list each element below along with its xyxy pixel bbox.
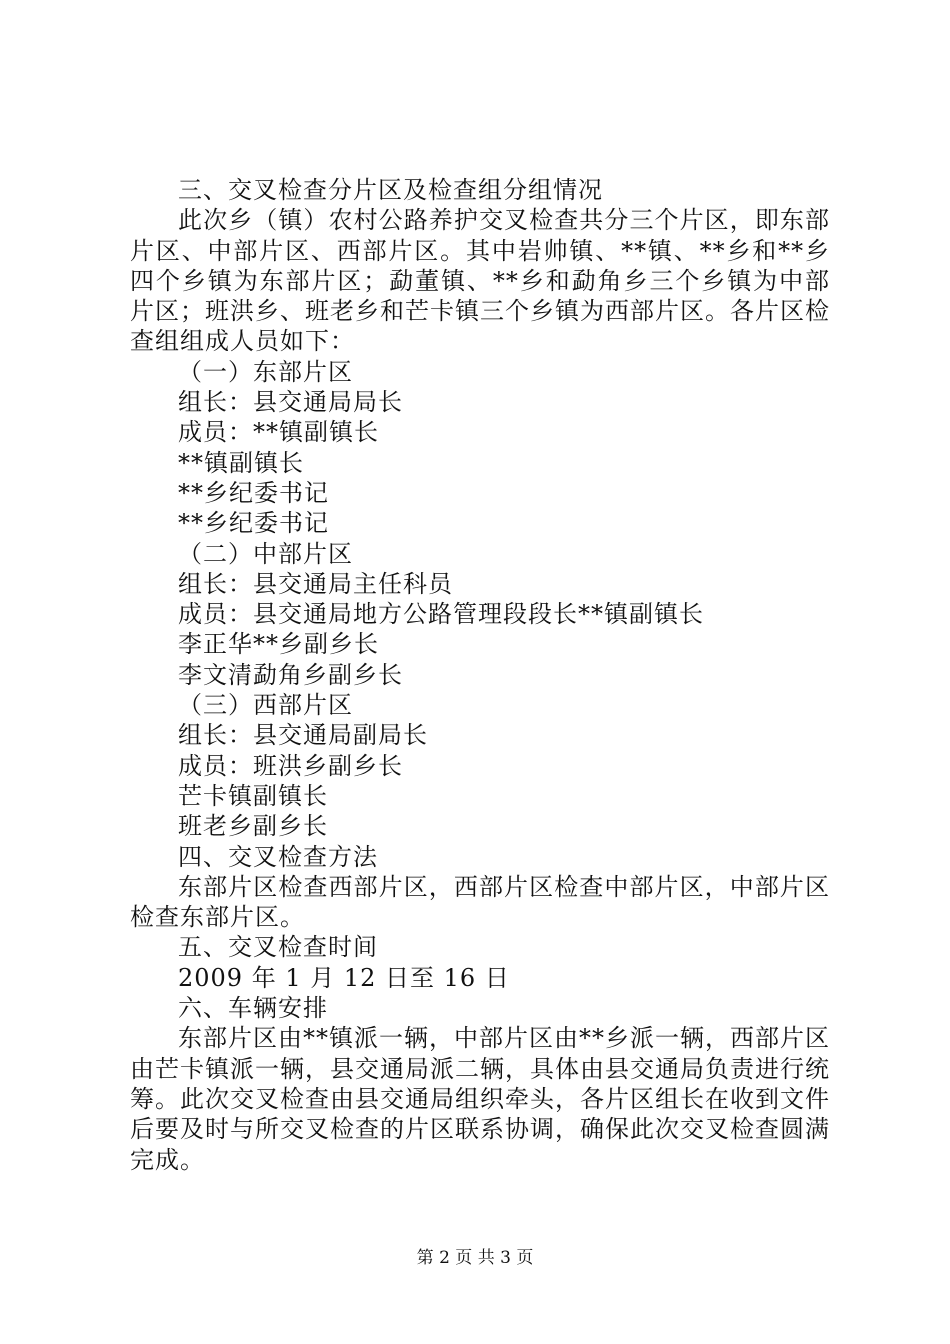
- central-member: 成员：县交通局地方公路管理段段长**镇副镇长: [178, 600, 704, 629]
- east-member: 成员：**镇副镇长: [178, 418, 379, 447]
- central-member: 李正华**乡副乡长: [178, 630, 379, 659]
- subheading-west: （三）西部片区: [178, 691, 353, 720]
- central-leader: 组长：县交通局主任科员: [178, 569, 453, 598]
- section-heading-6: 六、车辆安排: [178, 994, 328, 1023]
- west-member: 成员：班洪乡副乡长: [178, 751, 403, 780]
- document-body: [130, 175, 830, 1175]
- section-heading-5: 五、交叉检查时间: [178, 933, 378, 962]
- inspection-dates: 2009 年 1 月 12 日至 16 日: [178, 963, 510, 992]
- paragraph-districts: 此次乡（镇）农村公路养护交叉检查共分三个片区，即东部片区、中部片区、西部片区。其中岩帅镇、**镇、**乡和**乡四个乡镇为东部片区；勐董镇、**乡和勐角乡三个乡镇为中部片区；班洪乡、班老乡和芒卡镇三个乡镇为西部片区。各片区检查组组成人员如下：: [130, 206, 830, 356]
- east-member: **乡纪委书记: [178, 478, 329, 507]
- page-number-footer: 第 2 页 共 3 页: [416, 1248, 534, 1268]
- paragraph-vehicles: 东部片区由**镇派一辆，中部片区由**乡派一辆，西部片区由芒卡镇派一辆，县交通局派二辆，具体由县交通局负责进行统筹。此次交叉检查由县交通局组织牵头，各片区组长在收到文件后要及时与所交叉检查的片区联系协调，确保此次交叉检查圆满完成。: [130, 1024, 830, 1174]
- paragraph-method: 东部片区检查西部片区，西部片区检查中部片区，中部片区检查东部片区。: [130, 872, 830, 932]
- east-leader: 组长：县交通局局长: [178, 388, 403, 417]
- section-heading-4: 四、交叉检查方法: [178, 842, 378, 871]
- west-leader: 组长：县交通局副局长: [178, 721, 428, 750]
- subheading-central: （二）中部片区: [178, 539, 353, 568]
- east-member: **镇副镇长: [178, 448, 304, 477]
- subheading-east: （一）东部片区: [178, 357, 353, 386]
- west-member: 班老乡副乡长: [178, 812, 328, 841]
- west-member: 芒卡镇副镇长: [178, 781, 328, 810]
- east-member: **乡纪委书记: [178, 509, 329, 538]
- central-member: 李文清勐角乡副乡长: [178, 660, 403, 689]
- section-heading-3: 三、交叉检查分片区及检查组分组情况: [178, 176, 603, 204]
